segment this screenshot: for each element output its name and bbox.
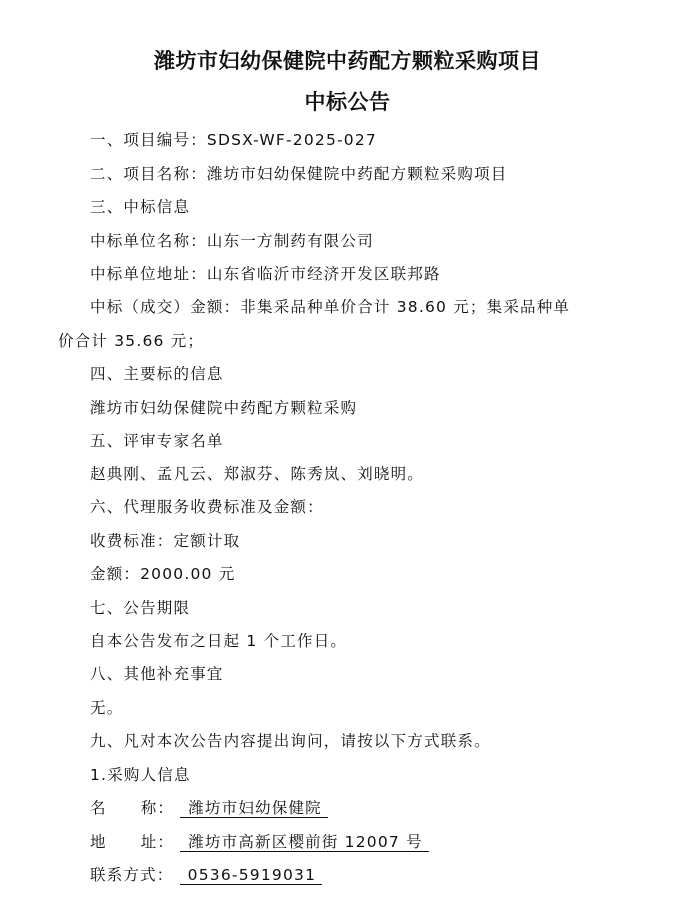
project-number: 一、项目编号：SDSX-WF-2025-027 — [90, 131, 377, 149]
other-heading: 八、其他补充事宜 — [90, 665, 224, 683]
period-heading: 七、公告期限 — [90, 599, 191, 617]
fee-standard: 收费标准：定额计取 — [90, 532, 241, 550]
project-name: 二、项目名称：潍坊市妇幼保健院中药配方颗粒采购项目 — [90, 165, 508, 183]
other-text: 无。 — [90, 699, 124, 717]
purchaser-contact-value: 0536-5919031 — [180, 866, 322, 885]
purchaser-name-value: 潍坊市妇幼保健院 — [180, 799, 328, 818]
winning-info-heading: 三、中标信息 — [90, 198, 191, 216]
main-subject-heading: 四、主要标的信息 — [90, 365, 224, 383]
experts-list: 赵典刚、孟凡云、郑淑芬、陈秀岚、刘晓明。 — [90, 465, 425, 483]
purchaser-contact-label: 联系方式： — [90, 866, 174, 884]
document-subtitle: 中标公告 — [304, 89, 391, 114]
purchaser-name-row — [90, 796, 328, 818]
purchaser-address-label-a: 地 — [90, 833, 107, 851]
purchaser-name-label-a: 名 — [90, 799, 107, 817]
purchaser-name-label-b: 称： — [140, 799, 175, 817]
purchaser-heading: 1.采购人信息 — [90, 766, 191, 784]
purchaser-address-value: 潍坊市高新区樱前街 12007 号 — [180, 833, 429, 852]
main-subject: 潍坊市妇幼保健院中药配方颗粒采购 — [90, 399, 358, 417]
winner-address: 中标单位地址：山东省临沂市经济开发区联邦路 — [90, 265, 441, 283]
period-text: 自本公告发布之日起 1 个工作日。 — [90, 632, 348, 650]
contact-heading: 九、凡对本次公告内容提出询问，请按以下方式联系。 — [90, 732, 491, 750]
experts-heading: 五、评审专家名单 — [90, 432, 224, 450]
agency-fee-heading: 六、代理服务收费标准及金额： — [90, 498, 324, 516]
winner-name: 中标单位名称：山东一方制药有限公司 — [90, 232, 374, 250]
purchaser-address-label-b: 址： — [140, 833, 175, 851]
fee-amount: 金额：2000.00 元 — [90, 565, 236, 583]
winning-amount: 中标（成交）金额：非集采品种单价合计 38.60 元；集采品种单 — [90, 298, 571, 316]
purchaser-contact-row — [90, 863, 322, 885]
document-title: 潍坊市妇幼保健院中药配方颗粒采购项目 — [154, 48, 541, 73]
winning-amount-continued: 价合计 35.66 元； — [58, 332, 205, 350]
purchaser-address-row — [90, 830, 429, 852]
